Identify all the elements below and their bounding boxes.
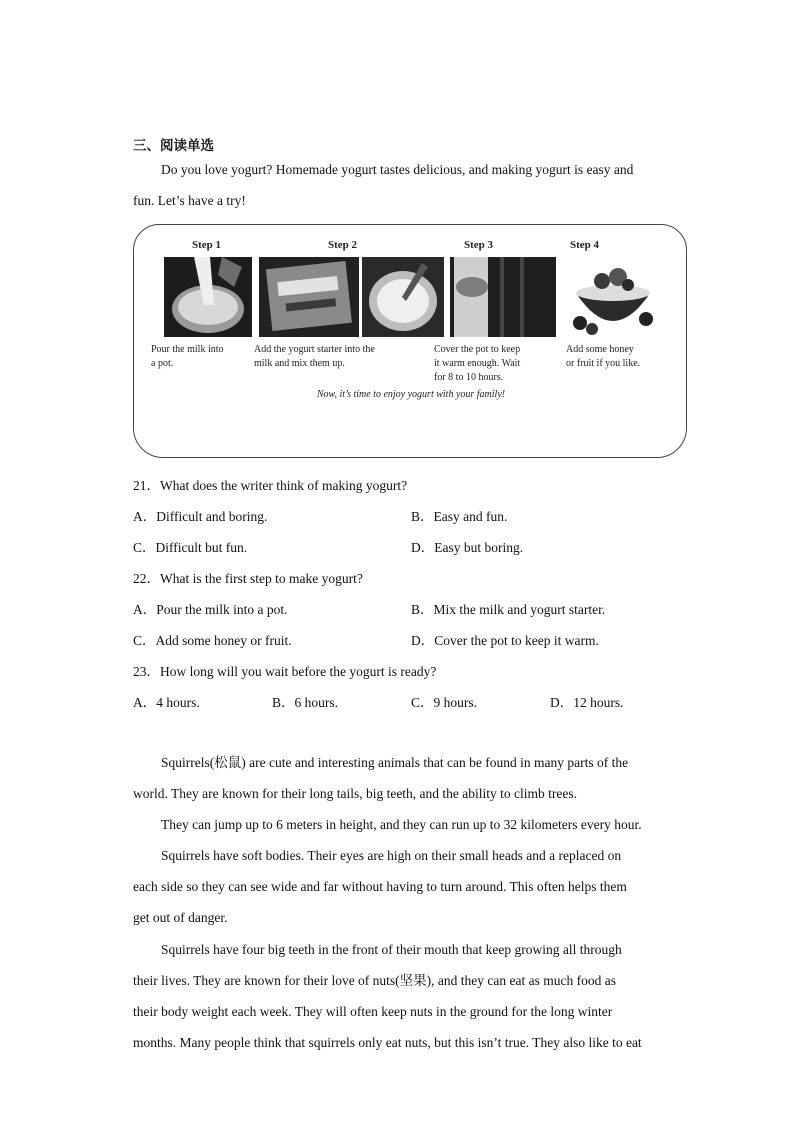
q22-option-d[interactable]: D．Cover the pot to keep it warm. <box>411 633 599 648</box>
step4-caption: Add some honey or fruit if you like. <box>566 344 641 369</box>
passage2-p4-line2: their lives. They are known for their love of nuts(坚果), and they can eat as much food as <box>133 973 616 988</box>
step2-title: Step 2 <box>328 239 358 251</box>
q21-option-d[interactable]: D．Easy but boring. <box>411 540 524 555</box>
passage2-p1-line2: world. They are known for their long tails, big teeth, and the ability to climb trees. <box>133 786 578 801</box>
q23-option-a[interactable]: A．4 hours. <box>133 695 200 710</box>
question-text: How long will you wait before the yogurt is ready? <box>160 664 437 679</box>
q21-option-b[interactable]: B．Easy and fun. <box>411 509 508 524</box>
q22-option-a[interactable]: A．Pour the milk into a pot. <box>133 602 288 617</box>
question-text: What is the first step to make yogurt? <box>160 571 363 586</box>
question-number: 23． <box>133 664 160 679</box>
passage2-p4-line3: their body weight each week. They will often keep nuts in the ground for the long winter <box>133 1004 613 1019</box>
question-21 <box>133 474 407 494</box>
q23-option-d[interactable]: D．12 hours. <box>550 695 624 710</box>
q23-option-c[interactable]: C．9 hours. <box>411 695 478 710</box>
step1-caption: Pour the milk into a pot. <box>151 344 224 369</box>
passage1-intro <box>133 154 661 216</box>
passage2-p3-line1: Squirrels have soft bodies. Their eyes are high on their small heads and a replaced on <box>161 848 622 863</box>
step4-title: Step 4 <box>570 239 600 251</box>
passage2-paragraph1 <box>133 747 661 809</box>
section-title: 三、阅读单选 <box>133 138 214 154</box>
passage2-paragraph4 <box>133 934 661 1058</box>
passage1-intro-line2: fun. Let’s have a try! <box>133 193 246 208</box>
passage2-paragraph3 <box>133 840 661 933</box>
step4-photo-yogurt-bowl <box>566 257 660 337</box>
q23-option-b[interactable]: B．6 hours. <box>272 695 339 710</box>
passage2-p3-line3: get out of danger. <box>133 910 228 925</box>
step1-photo-pouring-milk <box>164 257 252 337</box>
step3-caption: Cover the pot to keep it warm enough. Wait for 8 to 10 hours. <box>434 344 521 383</box>
question-text: What does the writer think of making yogurt? <box>160 478 408 493</box>
question-22 <box>133 567 363 587</box>
question-number: 22． <box>133 571 160 586</box>
passage2-p1-line1: Squirrels(松鼠) are cute and interesting animals that can be found in many parts of the <box>161 755 629 770</box>
q21-option-c[interactable]: C．Difficult but fun. <box>133 540 248 555</box>
question-23 <box>133 660 436 680</box>
q22-option-b[interactable]: B．Mix the milk and yogurt starter. <box>411 602 606 617</box>
figure-closing-line: Now, it’s time to enjoy yogurt with your family! <box>316 389 506 400</box>
passage1-intro-line1: Do you love yogurt? Homemade yogurt tastes delicious, and making yogurt is easy and <box>161 162 634 177</box>
step3-photo-covered-pot <box>450 257 556 337</box>
passage2-p4-line4: months. Many people think that squirrels only eat nuts, but this isn’t true. They also like to eat <box>133 1035 642 1050</box>
passage2-paragraph2 <box>133 809 661 840</box>
step2-caption: Add the yogurt starter into the milk and mix them up. <box>254 344 375 369</box>
q22-option-c[interactable]: C．Add some honey or fruit. <box>133 633 292 648</box>
passage2-p4-line1: Squirrels have four big teeth in the front of their mouth that keep growing all through <box>161 942 622 957</box>
step1-title: Step 1 <box>192 239 222 251</box>
q21-option-a[interactable]: A．Difficult and boring. <box>133 509 268 524</box>
passage2-p2-line1: They can jump up to 6 meters in height, and they can run up to 32 kilometers every hour. <box>161 817 642 832</box>
question-number: 21． <box>133 478 160 493</box>
step2-photo-mixing <box>362 257 444 337</box>
passage2-p3-line2: each side so they can see wide and far without having to turn around. This often helps them <box>133 879 627 894</box>
step3-title: Step 3 <box>464 239 494 251</box>
yogurt-steps-figure <box>133 224 687 458</box>
step2-photo-yogurt-starter <box>259 257 359 337</box>
